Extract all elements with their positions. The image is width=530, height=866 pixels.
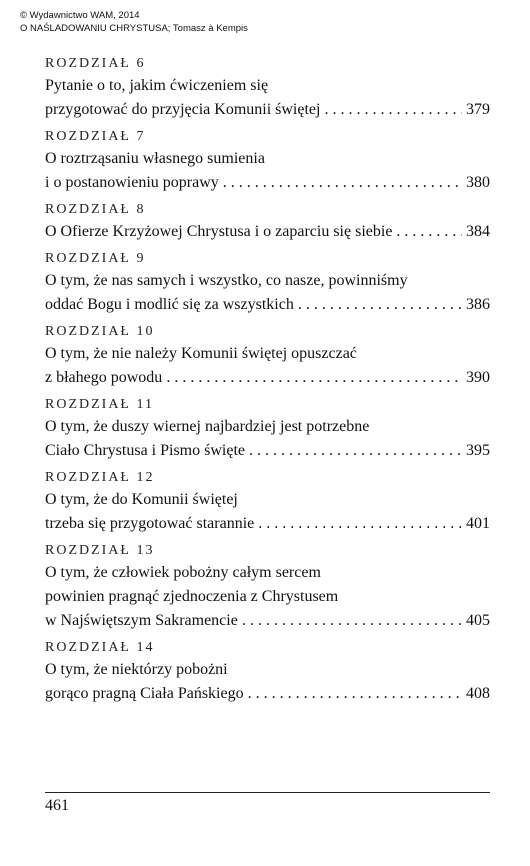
chapter-title-final-line [45,439,490,463]
dot-leader [249,439,462,463]
toc-entry [45,637,490,706]
chapter-label: ROZDZIAŁ 13 [45,543,155,558]
chapter-page-number: 384 [466,223,490,240]
chapter-page-number: 380 [466,174,490,191]
chapter-label: ROZDZIAŁ 14 [45,640,155,655]
toc-entry [45,394,490,463]
chapter-title-line: Ciało Chrystusa i Pismo święte [45,442,245,459]
chapter-title-line: z błahego powodu [45,369,163,386]
dot-leader [248,682,462,706]
chapter-title-line: Pytanie o to, jakim ćwiczeniem się [45,77,269,94]
book-title-line: O NAŚLADOWANIU CHRYSTUSA; Tomasz à Kempis [20,23,248,34]
toc-entry [45,53,490,122]
chapter-label: ROZDZIAŁ 8 [45,202,146,217]
toc-entry [45,467,490,536]
dot-leader [223,171,462,195]
chapter-title-line: O Ofierze Krzyżowej Chrystusa i o zaparciu się siebie [45,223,393,240]
dot-leader [258,512,462,536]
chapter-page-number: 401 [466,515,490,532]
chapter-page-number: 379 [466,101,490,118]
chapter-title-line: O tym, że nas samych i wszystko, co nasze, powinniśmy [45,272,408,289]
dot-leader [166,366,462,390]
chapter-title-line: gorąco pragną Ciała Pańskiego [45,685,244,702]
chapter-title-line: O tym, że niektórzy pobożni [45,661,228,678]
chapter-page-number: 390 [466,369,490,386]
toc-entry [45,321,490,390]
chapter-title-line: O tym, że człowiek pobożny całym sercem [45,564,321,581]
dot-leader [298,293,462,317]
chapter-label: ROZDZIAŁ 9 [45,251,146,266]
toc-entry [45,199,490,244]
chapter-title-line: przygotować do przyjęcia Komunii świętej [45,101,321,118]
chapter-title-line: trzeba się przygotować starannie [45,515,255,532]
chapter-title-final-line [45,98,490,122]
chapter-title-line: oddać Bogu i modlić się za wszystkich [45,296,294,313]
chapter-title-final-line [45,682,490,706]
document-header [20,9,248,35]
chapter-title-line: O tym, że do Komunii świętej [45,491,238,508]
chapter-label: ROZDZIAŁ 6 [45,56,146,71]
chapter-title-final-line [45,512,490,536]
dot-leader [396,220,462,244]
copyright-line: © Wydawnictwo WAM, 2014 [20,10,140,21]
table-of-contents [45,53,490,710]
chapter-title-final-line [45,366,490,390]
chapter-label: ROZDZIAŁ 11 [45,397,154,412]
chapter-title-line: i o postanowieniu poprawy [45,174,219,191]
chapter-title-line: O tym, że nie należy Komunii świętej opuszczać [45,345,357,362]
page-number: 461 [45,797,69,814]
chapter-title-line: O tym, że duszy wiernej najbardziej jest potrzebne [45,418,370,435]
footer-rule [45,792,490,793]
dot-leader [324,98,462,122]
chapter-label: ROZDZIAŁ 12 [45,470,155,485]
toc-entry [45,248,490,317]
chapter-title-line: O roztrząsaniu własnego sumienia [45,150,265,167]
chapter-label: ROZDZIAŁ 10 [45,324,155,339]
chapter-label: ROZDZIAŁ 7 [45,129,146,144]
chapter-title-final-line [45,220,490,244]
chapter-page-number: 386 [466,296,490,313]
toc-entry [45,126,490,195]
dot-leader [242,609,462,633]
chapter-title-line: w Najświętszym Sakramencie [45,612,238,629]
chapter-page-number: 405 [466,612,490,629]
chapter-title-final-line [45,609,490,633]
chapter-page-number: 395 [466,442,490,459]
chapter-page-number: 408 [466,685,490,702]
toc-entry [45,540,490,633]
chapter-title-final-line [45,171,490,195]
chapter-title-line: powinien pragnąć zjednoczenia z Chrystusem [45,588,339,605]
chapter-title-final-line [45,293,490,317]
